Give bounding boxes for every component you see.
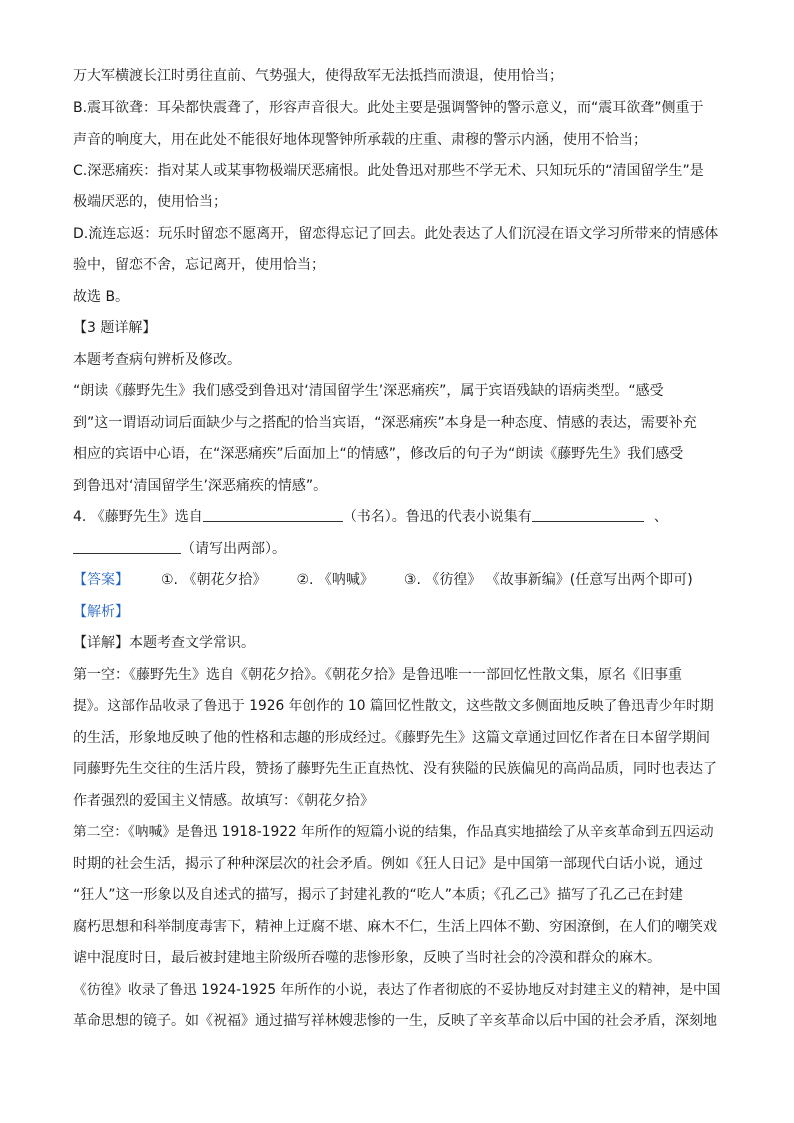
question-4-stem: 4. 《藤野先生》选自 [73, 509, 203, 525]
detail-line: 谑中混度时日，最后被封建地主阶级所吞噬的悲惨形象，反映了当时社会的冷漠和群众的麻木。 [73, 950, 661, 966]
detail-line: 《彷徨》收录了鲁迅 1924-1925 年所作的小说，表达了作者彻底的不妥协地反对封建主义的精神，是中国 [73, 982, 721, 998]
answer-blank-3 [73, 540, 181, 554]
detail-line: 的生活，形象地反映了他的性格和志趣的形成经过。《藤野先生》这篇文章通过回忆作者在日本留学期间 [73, 730, 710, 746]
answer-item-2: ②. 《呐喊》 [296, 572, 374, 588]
text-line: 相应的宾语中心语，在“深恶痛疾”后面加上“的情感”，修改后的句子为“朗读《藤野先生》我们感受 [73, 446, 684, 462]
detail-line: 革命思想的镜子。如《祝福》通过描写祥林嫂悲惨的一生，反映了辛亥革命以后中国的社会矛盾，深刻地 [73, 1013, 717, 1029]
text-line: 验中，留恋不舍，忘记离开，使用恰当； [73, 257, 325, 273]
answer-blank-1 [203, 508, 343, 522]
detail-line: 【详解】本题考查文学常识。 [73, 635, 255, 651]
text-line: B.震耳欲聋：耳朵都快震聋了，形容声音很大。此处主要是强调警钟的警示意义，而“震耳欲聋”侧重于 [73, 100, 704, 116]
detail-line: 同藤野先生交往的生活片段，赞扬了藤野先生正直热忱、没有狭隘的民族偏见的高尚品质，同时也表达了 [73, 761, 717, 777]
question-4-cont [73, 540, 286, 558]
text-line: C.深恶痛疾：指对某人或某事物极端厌恶痛恨。此处鲁迅对那些不学无术、只知玩乐的“清国留学生”是 [73, 163, 704, 179]
text-line: 极端厌恶的，使用恰当； [73, 194, 227, 210]
detail-line: 时期的社会生活，揭示了种种深层次的社会矛盾。例如《狂人日记》是中国第一部现代白话小说，通过 [73, 856, 703, 872]
answer-item-3: ③. 《彷徨》 《故事新编》(任意写出两个即可) [403, 572, 693, 588]
detail-line: 提》。这部作品收录了鲁迅于 1926 年创作的 10 篇回忆性散文，这些散文多侧面地反映了鲁迅青少年时期 [73, 698, 714, 714]
text-line: 到鲁迅对‘清国留学生’深恶痛疾的情感”。 [73, 478, 328, 494]
detail-line: 作者强烈的爱国主义情感。故填写：《朝花夕拾》 [73, 793, 374, 809]
question-4 [73, 508, 668, 526]
answer-label: 【答案】 [73, 572, 129, 588]
section-heading: 【3 题详解】 [73, 320, 157, 336]
answer-item-1: ①. 《朝花夕拾》 [161, 572, 267, 588]
answer-line [73, 571, 693, 589]
detail-line: 腐朽思想和科举制度毒害下，精神上迂腐不堪、麻木不仁，生活上四体不勤、穷困潦倒，在人们的嘲笑戏 [73, 919, 717, 935]
question-4-text: （请写出两部）。 [181, 541, 286, 557]
analysis-label: 【解析】 [73, 604, 129, 620]
detail-line: 第二空：《呐喊》是鲁迅 1918-1922 年所作的短篇小说的结集，作品真实地描绘了从辛亥革命到五四运动 [73, 824, 714, 840]
answer-blank-2 [532, 508, 644, 522]
text-line: 到”这一谓语动词后面缺少与之搭配的恰当宾语，“深恶痛疾”本身是一种态度、情感的表达，需要补充 [73, 415, 697, 431]
question-4-text: （书名）。鲁迅的代表小说集有 [342, 509, 532, 525]
question-4-separator: 、 [653, 509, 668, 525]
text-line: D.流连忘返：玩乐时留恋不愿离开，留恋得忘记了回去。此处表达了人们沉浸在语文学习所带来的情感体 [73, 226, 719, 242]
detail-line: 第一空：《藤野先生》选自《朝花夕拾》。《朝花夕拾》是鲁迅唯一一部回忆性散文集，原名《旧事重 [73, 667, 682, 683]
text-line: “朗读《藤野先生》我们感受到鲁迅对‘清国留学生’深恶痛疾”，属于宾语残缺的语病类型。“感受 [73, 383, 664, 399]
text-line: 故选 B。 [73, 289, 130, 305]
text-line: 本题考查病句辨析及修改。 [73, 352, 241, 368]
text-line: 声音的响度大，用在此处不能很好地体现警钟所承载的庄重、肃穆的警示内涵，使用不恰当； [73, 132, 647, 148]
detail-line: “狂人”这一形象以及自述式的描写，揭示了封建礼教的“吃人”本质；《孔乙己》描写了孔乙己在封建 [73, 887, 684, 903]
text-line: 万大军横渡长江时勇往直前、气势强大，使得敌军无法抵挡而溃退，使用恰当； [73, 68, 563, 84]
